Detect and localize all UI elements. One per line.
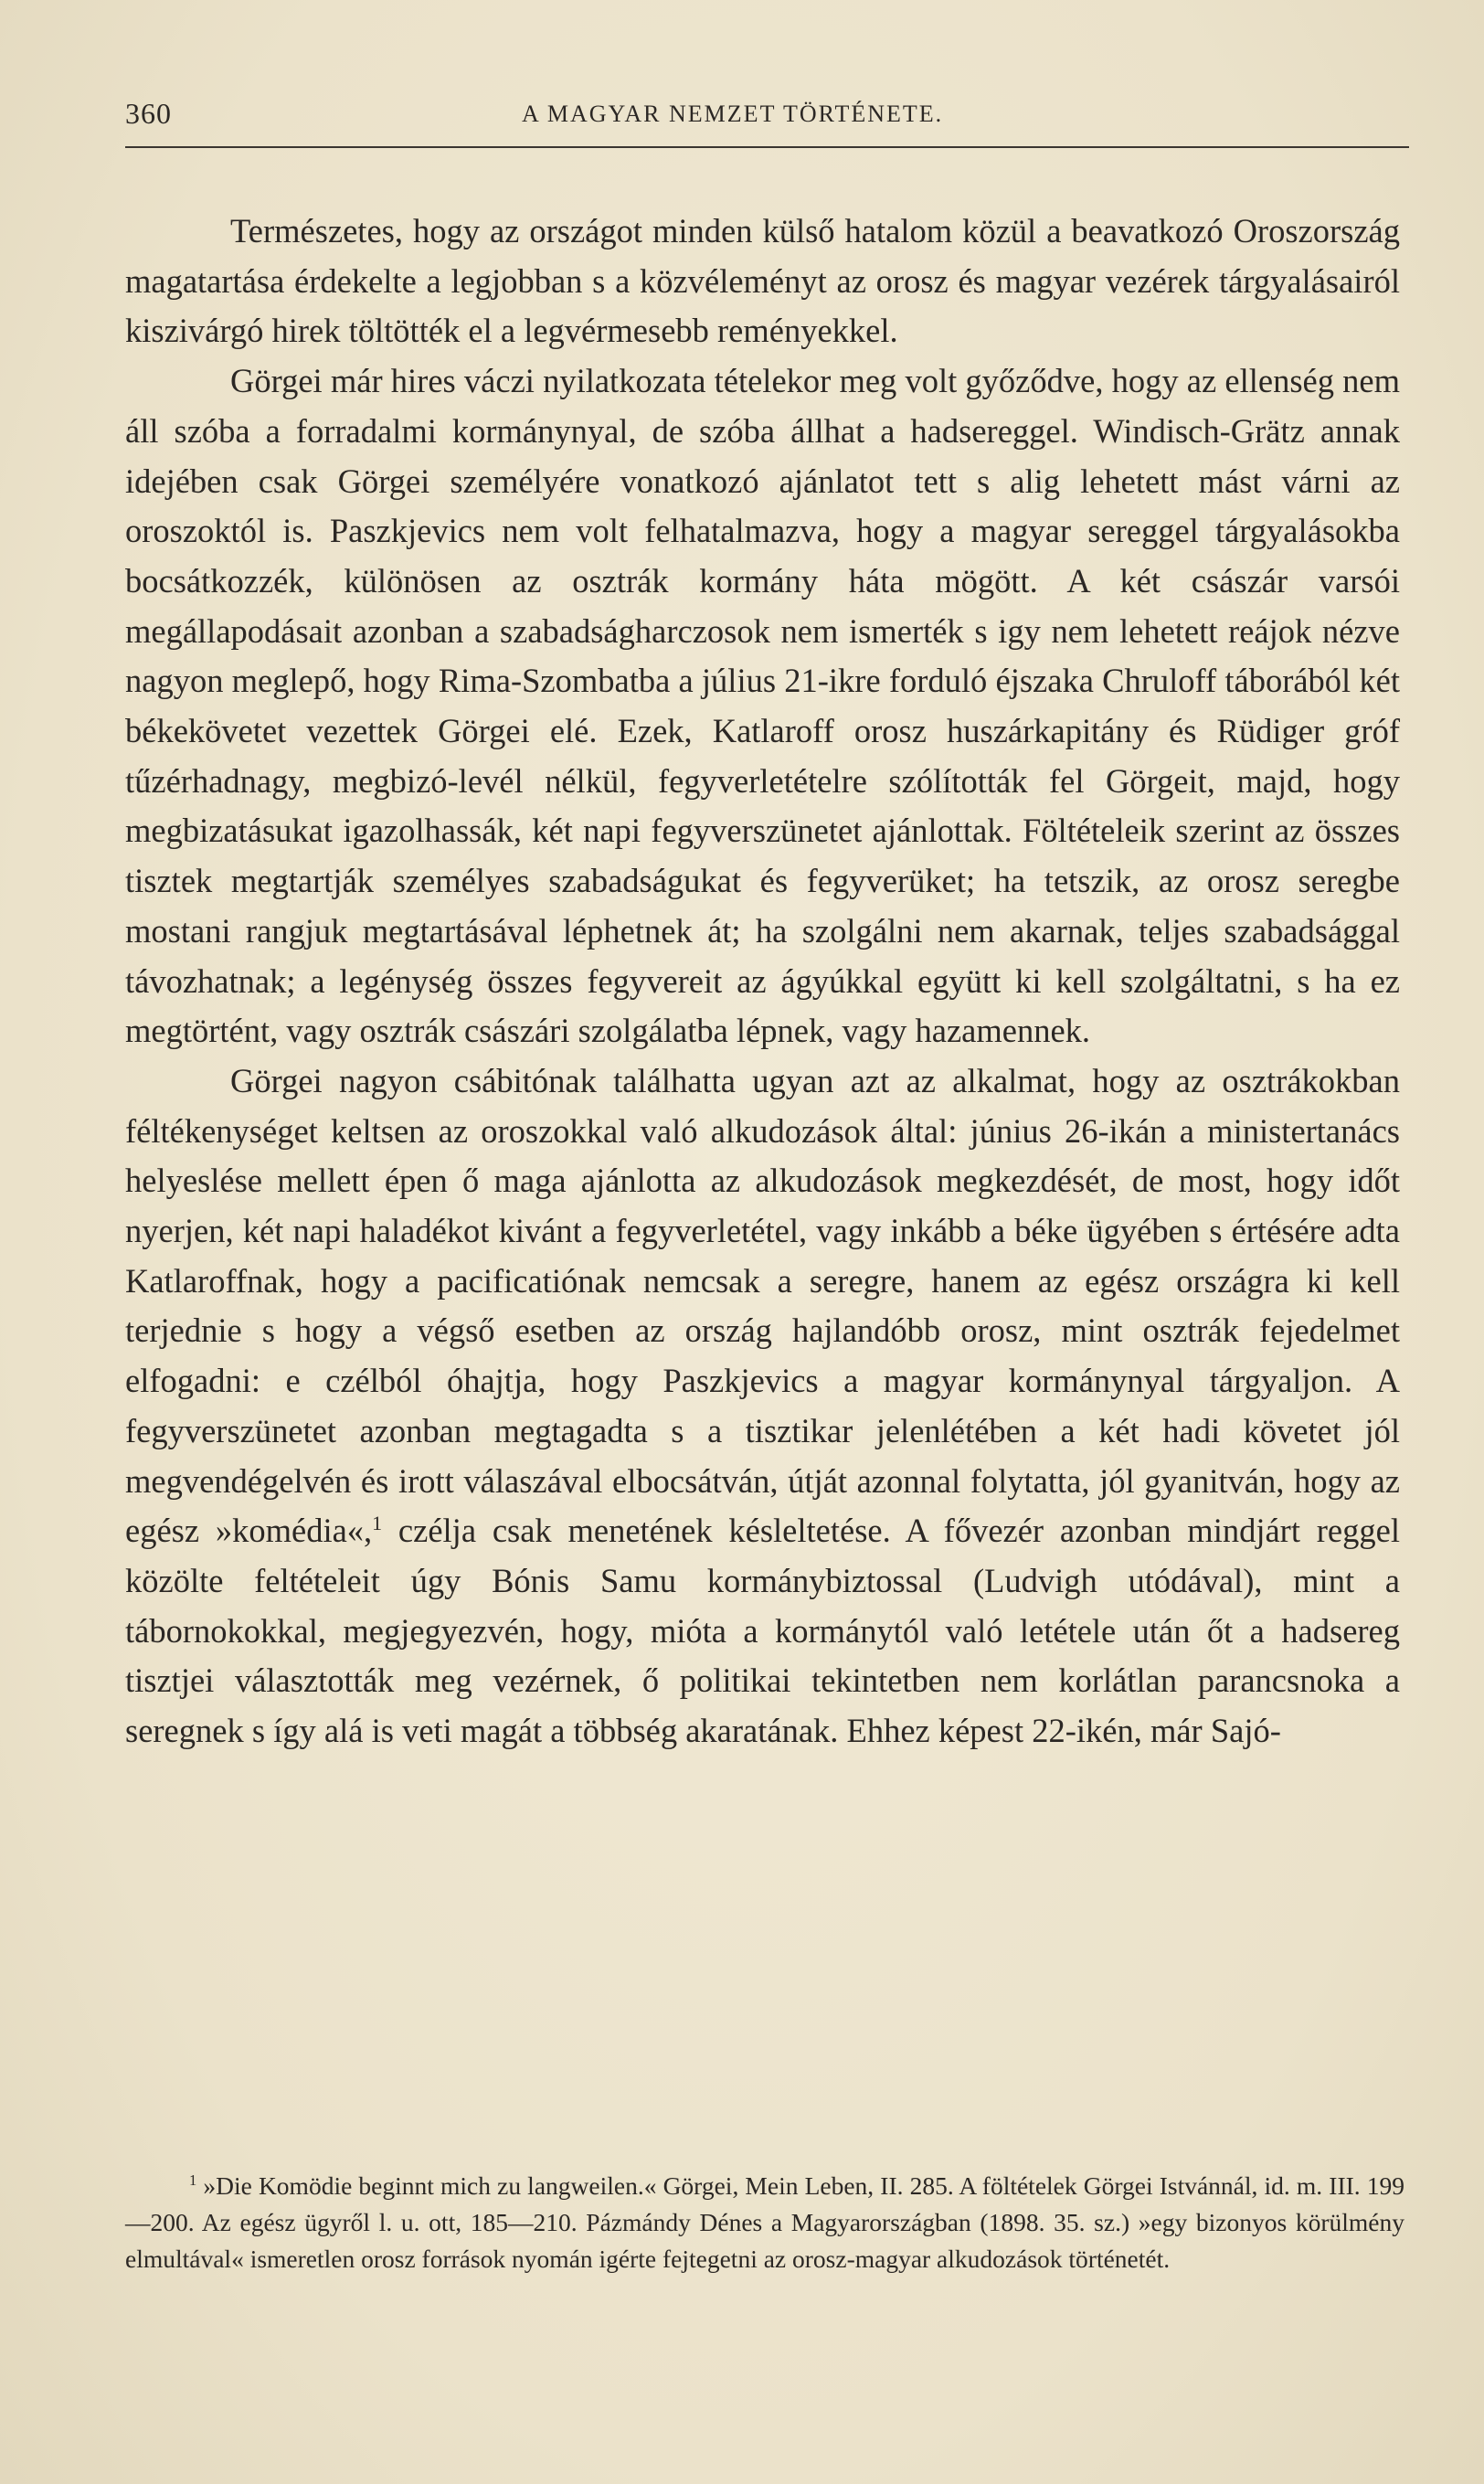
footnote-1 bbox=[125, 2168, 1404, 2277]
footnote-text: »Die Komödie beginnt mich zu langweilen.« Görgei, Mein Leben, II. 285. A föltételek Görgei Istvánnál, id. m. III. 199—200. Az egész ügyről l. u. ott, 185—210. Pázmándy Dénes a Magyarországban (1898. 35. sz.) »egy bizonyos körülmény elmultával« ismeretlen orosz források nyomán igérte fejtegetni az orosz-magyar alkudozások történetét. bbox=[125, 2171, 1404, 2273]
footnotes bbox=[125, 2168, 1404, 2277]
footnote-reference: 1 bbox=[372, 1512, 383, 1535]
paragraph-1: Természetes, hogy az országot minden külső hatalom közül a beavatkozó Oroszország magatartása érdekelte a legjobban s a közvéleményt az orosz és magyar vezérek tárgyalásairól kiszivárgó hirek töltötték el a legvérmesebb reményekkel. bbox=[125, 212, 1400, 350]
paragraph-3 bbox=[125, 1056, 1400, 1757]
main-text bbox=[125, 207, 1400, 1757]
paragraph-3-part-2: czélja csak menetének késleltetése. A fővezér azonban mindjárt reggel közölte feltételeit úgy Bónis Samu kormánybiztossal (Ludvigh utódával), mint a tábornokokkal, megjegyezvén, hogy, mióta a kormánytól való letétele után őt a hadsereg tisztjei választották meg vezérnek, ő politikai tekintetben nem korlátlan parancsnoka a seregnek s így alá is veti magát a többség akaratának. Ehhez képest 22-ikén, már Sajó- bbox=[125, 1512, 1400, 1750]
paragraph-3-part-1: Görgei nagyon csábitónak találhatta ugyan azt az alkalmat, hogy az osztrákokban féltékenységet keltsen az oroszokkal való alkudozások által: június 26-ikán a ministertanács helyeslése mellett épen ő maga ajánlotta az alkudozások megkezdését, de most, hogy időt nyerjen, két napi haladékot kivánt a fegyverletétel, vagy inkább a béke ügyében s értésére adta Katlaroffnak, hogy a pacificatiónak nemcsak a seregre, hanem az egész országra ki kell terjednie s hogy a végső esetben az ország hajlandóbb orosz, mint osztrák fejedelmet elfogadni: e czélból óhajtja, hogy Paszkjevics a magyar kormánynyal tárgyaljon. A fegyverszünetet azonban megtagadta s a tisztikar jelenlétében a két hadi követet jól megvendégelvén és irott válaszával elbocsátván, útját azonnal folytatta, jól gyanitván, hogy az egész »komédia«, bbox=[125, 1061, 1400, 1550]
header-rule bbox=[125, 146, 1409, 148]
page-header bbox=[125, 97, 1414, 141]
running-title: A MAGYAR NEMZET TÖRTÉNETE. bbox=[522, 101, 944, 127]
footnote-marker: 1 bbox=[189, 2171, 197, 2189]
page-number: 360 bbox=[125, 97, 172, 130]
paragraph-2: Görgei már hires váczi nyilatkozata tételekor meg volt győződve, hogy az ellenség nem áll szóba a forradalmi kormánynyal, de szóba állhat a hadsereggel. Windisch-Grätz annak idejében csak Görgei személyére vonatkozó ajánlatot tett s alig lehetett mást várni az oroszoktól is. Paszkjevics nem volt felhatalmazva, hogy a magyar sereggel tárgyalásokba bocsátkozzék, különösen az osztrák kormány háta mögött. A két császár varsói megállapodásait azonban a szabadságharczosok nem ismerték s igy nem lehetett reájok nézve nagyon meglepő, hogy Rima-Szombatba a július 21-ikre forduló éjszaka Chruloff táborából két békekövetet vezettek Görgei elé. Ezek, Katlaroff orosz huszárkapitány és Rüdiger gróf tűzérhadnagy, megbizó-levél nélkül, fegyverletételre szólították fel Görgeit, majd, hogy megbizatásukat igazolhassák, két napi fegyverszünetet ajánlottak. Föltételeik szerint az összes tisztek megtartják személyes szabadságukat és fegyverüket; ha tetszik, az orosz seregbe mostani rangjuk megtartásával léphetnek át; ha szolgálni nem akarnak, teljes szabadsággal távozhatnak; a legénység összes fegyvereit az ágyúkkal együtt ki kell szolgáltatni, s ha ez megtörtént, vagy osztrák császári szolgálatba lépnek, vagy hazamennek. bbox=[125, 362, 1400, 1050]
